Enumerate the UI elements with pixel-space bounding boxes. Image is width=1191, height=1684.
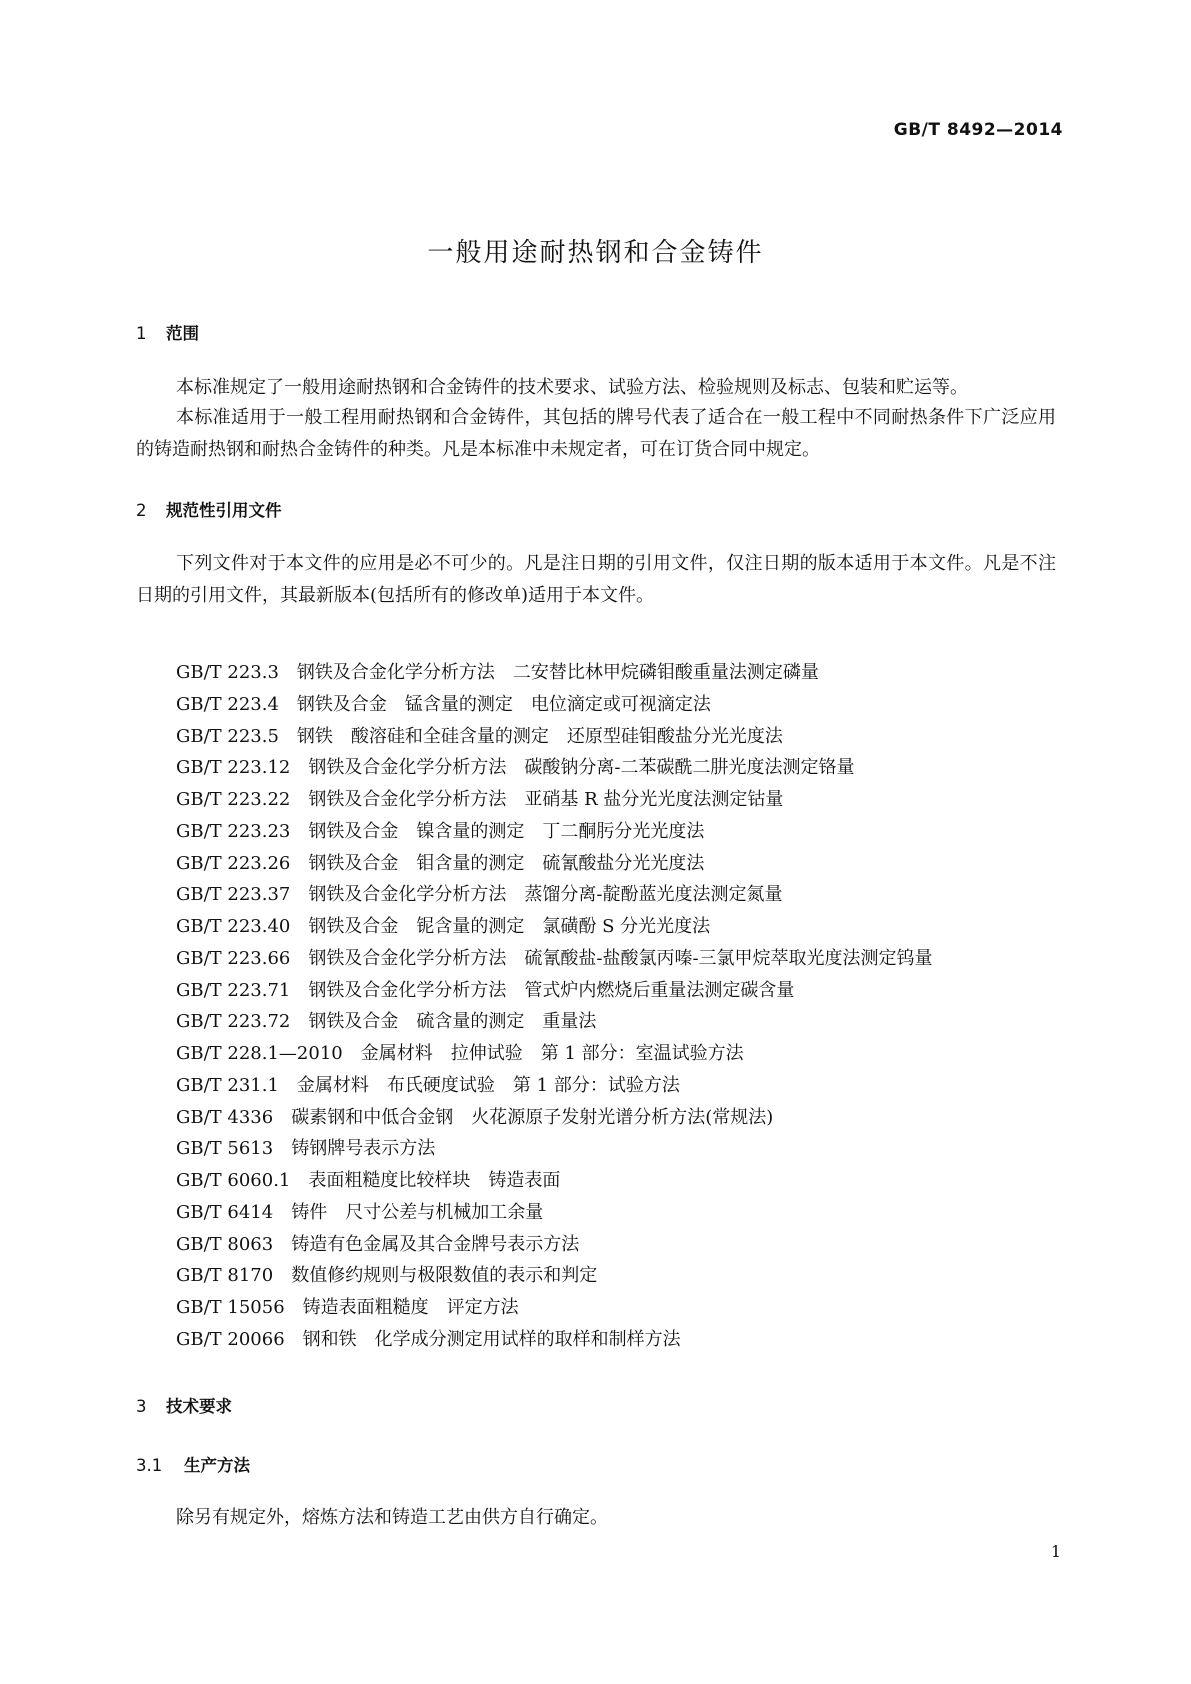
reference-item: GB/T 228.1—2010 金属材料 拉伸试验 第 1 部分：室温试验方法: [176, 1043, 744, 1064]
reference-item: GB/T 6060.1 表面粗糙度比较样块 铸造表面: [176, 1170, 561, 1191]
document-title: 一般用途耐热钢和合金铸件: [427, 238, 764, 268]
section-title: 生产方法: [184, 1456, 250, 1475]
section-title: 范围: [166, 324, 199, 343]
reference-item: GB/T 223.66 钢铁及合金化学分析方法 硫氰酸盐-盐酸氯丙嗪-三氯甲烷萃取光度法测定钨量: [176, 947, 933, 969]
section-1-heading: [136, 320, 199, 344]
section-title: 技术要求: [166, 1397, 232, 1416]
section-3-1-heading: [136, 1452, 250, 1476]
section-number: 3: [136, 1397, 147, 1416]
section-3-heading: [136, 1393, 232, 1417]
reference-item: GB/T 223.23 钢铁及合金 镍含量的测定 丁二酮肟分光光度法: [176, 820, 705, 842]
reference-item: GB/T 223.3 钢铁及合金化学分析方法 二安替比林甲烷磷钼酸重量法测定磷量: [176, 662, 819, 683]
reference-item: GB/T 6414 铸件 尺寸公差与机械加工余量: [176, 1201, 544, 1223]
reference-item: GB/T 4336 碳素钢和中低合金钢 火花源原子发射光谱分析方法(常规法): [176, 1106, 774, 1128]
reference-item: GB/T 223.72 钢铁及合金 硫含量的测定 重量法: [176, 1011, 597, 1033]
normative-references-list: [176, 657, 933, 1356]
section-title: 规范性引用文件: [166, 501, 282, 520]
references-intro-paragraph: 下列文件对于本文件的应用是必不可少的。凡是注日期的引用文件，仅注日期的版本适用于本文件。凡是不注日期的引用文件，其最新版本(包括所有的修改单)适用于本文件。: [136, 553, 1056, 606]
reference-item: GB/T 8063 铸造有色金属及其合金牌号表示方法: [176, 1233, 580, 1255]
scope-paragraph-1: 本标准规定了一般用途耐热钢和合金铸件的技术要求、试验方法、检验规则及标志、包装和贮运等。: [176, 377, 968, 398]
section-number: 1: [136, 324, 147, 343]
reference-item: GB/T 223.4 钢铁及合金 锰含量的测定 电位滴定或可视滴定法: [176, 693, 711, 715]
reference-item: GB/T 20066 钢和铁 化学成分测定用试样的取样和制样方法: [176, 1328, 681, 1350]
reference-item: GB/T 15056 铸造表面粗糙度 评定方法: [176, 1297, 519, 1318]
standard-code: GB/T 8492—2014: [893, 120, 1063, 140]
production-method-paragraph: 除另有规定外，熔炼方法和铸造工艺由供方自行确定。: [176, 1507, 608, 1528]
reference-item: GB/T 223.40 钢铁及合金 铌含量的测定 氯磺酚 S 分光光度法: [176, 916, 711, 937]
page-number: 1: [1050, 1542, 1061, 1561]
reference-item: GB/T 223.5 钢铁 酸溶硅和全硅含量的测定 还原型硅钼酸盐分光光度法: [176, 725, 783, 747]
reference-item: GB/T 223.26 钢铁及合金 钼含量的测定 硫氰酸盐分光光度法: [176, 852, 705, 874]
reference-item: GB/T 223.12 钢铁及合金化学分析方法 碳酸钠分离-二苯碳酰二肼光度法测定铬量: [176, 757, 855, 779]
reference-item: GB/T 223.37 钢铁及合金化学分析方法 蒸馏分离-靛酚蓝光度法测定氮量: [176, 884, 783, 906]
reference-item: GB/T 223.71 钢铁及合金化学分析方法 管式炉内燃烧后重量法测定碳含量: [176, 979, 795, 1001]
reference-item: GB/T 231.1 金属材料 布氏硬度试验 第 1 部分：试验方法: [176, 1074, 680, 1096]
section-2-heading: [136, 497, 282, 521]
reference-item: GB/T 5613 铸钢牌号表示方法: [176, 1138, 436, 1160]
section-number: 2: [136, 501, 147, 520]
reference-item: GB/T 223.22 钢铁及合金化学分析方法 亚硝基 R 盐分光光度法测定钴量: [176, 789, 784, 810]
reference-item: GB/T 8170 数值修约规则与极限数值的表示和判定: [176, 1265, 598, 1287]
section-number: 3.1: [136, 1456, 163, 1475]
scope-paragraph-2: 本标准适用于一般工程用耐热钢和合金铸件，其包括的牌号代表了适合在一般工程中不同耐热条件下广泛应用的铸造耐热钢和耐热合金铸件的种类。凡是本标准中未规定者，可在订货合同中规定。: [136, 407, 1056, 460]
